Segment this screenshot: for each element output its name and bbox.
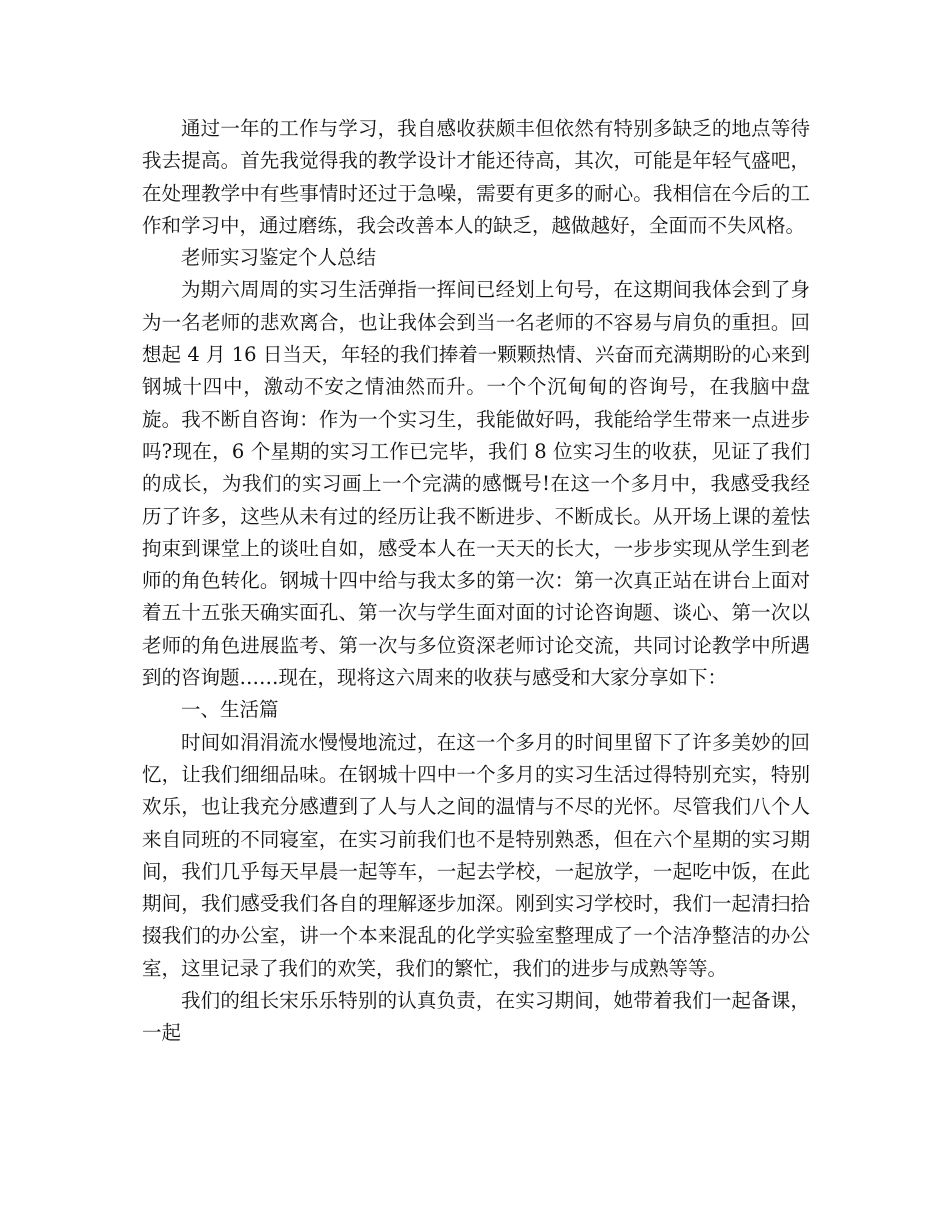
paragraph-team-leader: 我们的组长宋乐乐特别的认真负责，在实习期间，她带着我们一起备课，一起 xyxy=(142,989,810,1045)
document-body xyxy=(142,113,810,1050)
section-title: 老师实习鉴定个人总结 xyxy=(181,246,377,270)
section-heading-life: 一、生活篇 xyxy=(181,698,279,722)
paragraph-intro: 通过一年的工作与学习，我自感收获颇丰但依然有特别多缺乏的地点等待我去提高。首先我觉得我的教学设计才能还待高，其次，可能是年轻气盛吧，在处理教学中有些事情时还过于急噪，需要有更多的耐心。我相信在今后的工作和学习中，通过磨练，我会改善本人的缺乏，越做越好，全面而不失风格。 xyxy=(142,117,810,237)
paragraph-life: 时间如涓涓流水慢慢地流过，在这一个多月的时间里留下了许多美妙的回忆，让我们细细品味。在钢城十四中一个多月的实习生活过得特别充实，特别欢乐，也让我充分感遭到了人与人之间的温情与不尽的光怀。尽管我们八个人来自同班的不同寝室，在实习前我们也不是特别熟悉，但在六个星期的实习期间，我们几乎每天早晨一起等车，一起去学校，一起放学，一起吃中饭，在此期间，我们感受我们各自的理解逐步加深。刚到实习学校时，我们一起清扫拾掇我们的办公室，讲一个本来混乱的化学实验室整理成了一个洁净整洁的办公室，这里记录了我们的欢笑，我们的繁忙，我们的进步与成熟等等。 xyxy=(142,730,810,980)
paragraph-summary: 为期六周周的实习生活弹指一挥间已经划上句号，在这期间我体会到了身为一名老师的悲欢离合，也让我体会到当一名老师的不容易与肩负的重担。回想起 4 月 16 日当天，年轻的我们捧着一颗颗热情、兴奋而充满期盼的心来到钢城十四中，激动不安之情油然而升。一个个沉甸甸的咨询号，在我脑中盘旋。我不断自咨询：作为一个实习生，我能做好吗，我能给学生带来一点进步吗?现在，6 个星期的实习工作已完毕，我们 8 位实习生的收获，见证了我们的成长，为我们的实习画上一个完满的感慨号!在这一个多月中，我感受我经历了许多，这些从未有过的经历让我不断进步、不断成长。从开场上课的羞怯拘束到课堂上的谈吐自如，感受本人在一天天的长大，一步步实现从学生到老师的角色转化。钢城十四中给与我太多的第一次：第一次真正站在讲台上面对着五十五张天确实面孔、第一次与学生面对面的讨论咨询题、谈心、第一次以老师的角色进展监考、第一次与多位资深老师讨论交流，共同讨论教学中所遇到的咨询题……现在，现将这六周来的收获与感受和大家分享如下： xyxy=(142,278,810,690)
